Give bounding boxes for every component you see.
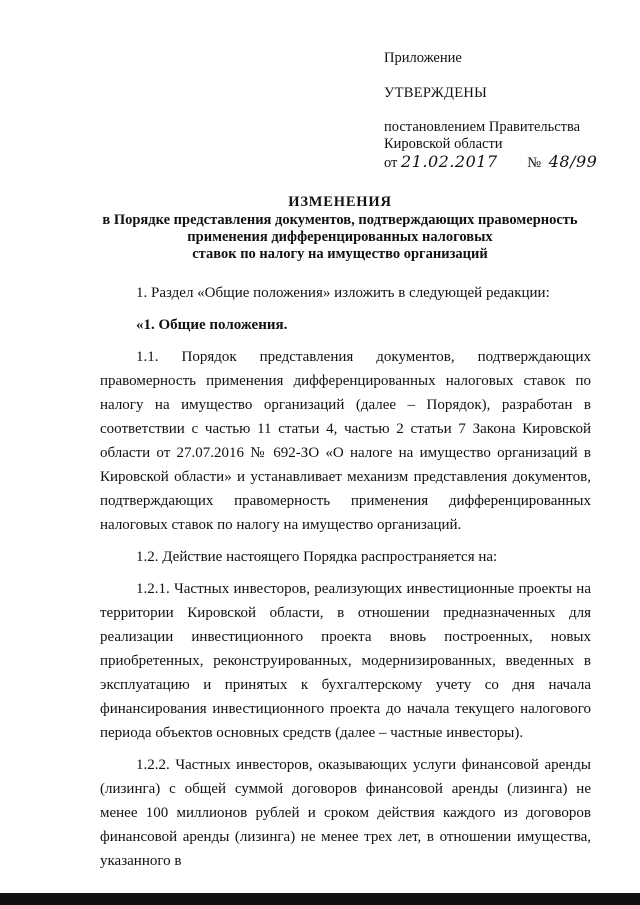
paragraph-1-2: 1.2. Действие настоящего Порядка распространяется на: xyxy=(136,549,498,565)
paragraph-section-title: «1. Общие положения. xyxy=(136,317,288,333)
number-sign: № xyxy=(527,155,542,171)
paragraph-section-intro: 1. Раздел «Общие положения» изложить в следующей редакции: xyxy=(136,285,550,301)
paragraph-1-2-2: 1.2.2. Частных инвесторов, оказывающих услуги финансовой аренды (лизинга) с общей суммой договоров финансовой аренды (лизинга) не менее 100 миллионов рублей и сроком действия каждого из договоров финансовой аренды (лизинга) не менее трех лет, в отношении имущества, указанного в xyxy=(100,757,591,869)
heading-line: ставок по налогу на имущество организаций xyxy=(192,246,488,262)
heading-line: в Порядке представления документов, подтверждающих правомерность xyxy=(102,212,578,228)
region-line: Кировской области xyxy=(384,136,503,152)
decree-date-row xyxy=(384,153,624,172)
scan-edge-bar xyxy=(0,893,640,905)
decree-line: постановлением Правительства xyxy=(384,119,581,135)
heading-line: применения дифференцированных налоговых xyxy=(187,229,493,245)
handwritten-number: 48/99 xyxy=(548,152,598,171)
handwritten-date: 21.02.2017 xyxy=(401,152,498,171)
heading-title: ИЗМЕНЕНИЯ xyxy=(288,194,392,210)
approval-block xyxy=(384,50,624,172)
date-prefix: от xyxy=(384,155,398,171)
approved-label: УТВЕРЖДЕНЫ xyxy=(384,85,488,101)
paragraph-1-2-1: 1.2.1. Частных инвесторов, реализующих инвестиционные проекты на территории Кировской области, в отношении предназначенных для реализации инвестиционного проекта вновь построенных, новых приобретенных, реконструированных, модернизированных, введенных в эксплуатацию и принятых к бухгалтерскому учету со дня начала финансирования инвестиционного проекта до начала текущего налогового периода объектов основных средств (далее – частные инвесторы). xyxy=(100,581,591,741)
paragraph-1-1: 1.1. Порядок представления документов, подтверждающих правомерность применения дифференцированных налоговых ставок по налогу на имущество организаций (далее – Порядок), разработан в соответствии с частью 11 статьи 4, частью 2 статьи 7 Закона Кировской области от 27.07.2016 № 692-ЗО «О налоге на имущество организаций в Кировской области» и устанавливает механизм представления документов, подтверждающих правомерность применения дифференцированных налоговых ставок по налогу на имущество организаций. xyxy=(100,349,591,533)
appendix-label: Приложение xyxy=(384,50,462,66)
document-body xyxy=(100,281,591,873)
document-heading xyxy=(80,194,600,263)
